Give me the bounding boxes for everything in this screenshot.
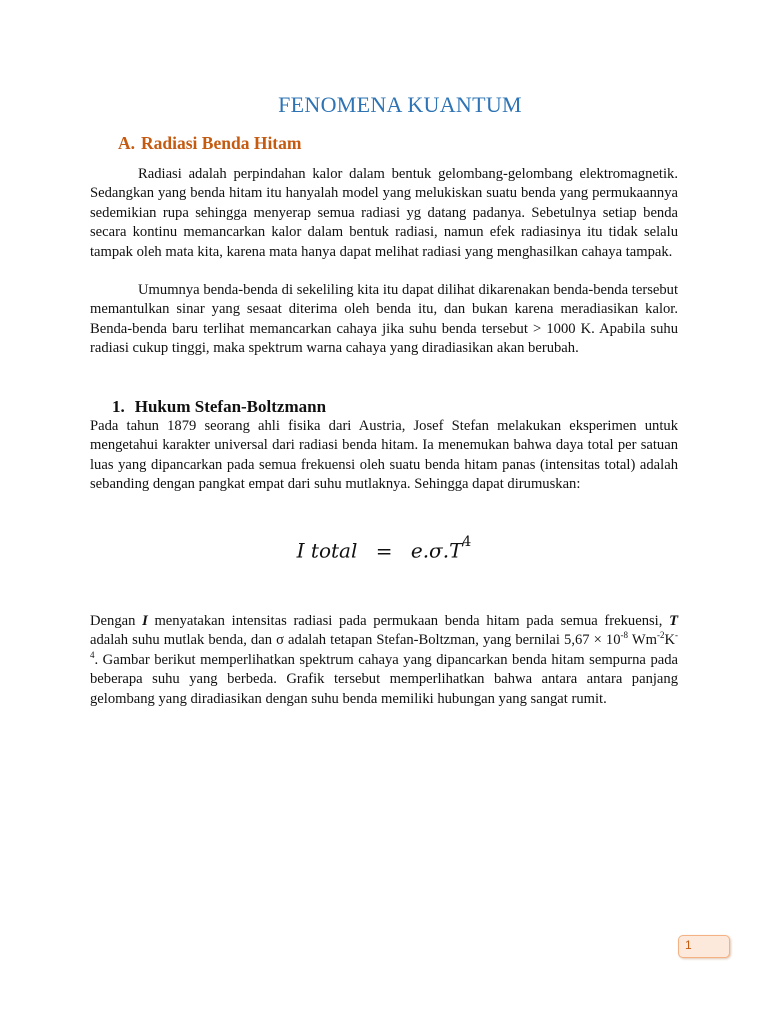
subsection-label: Hukum Stefan-Boltzmann [134,397,327,416]
formula-equals: = [375,538,393,563]
exponent: -8 [620,630,629,641]
exponent: -2 [656,630,665,641]
subsection-heading-1 [112,397,326,417]
text-run: Dengan [90,613,143,629]
section-letter: A. [118,133,136,153]
text-run: adalah suhu mutlak benda, dan σ adalah tetapan Stefan-Boltzman, yang bernilai 5,67 × 10 [90,632,621,649]
text-run: . Gambar berikut memperlihatkan spektrum cahaya yang dipancarkan benda hitam sempurna pada beberapa suhu yang berbeda. Grafik tersebut memperlihatkan bahwa antara antara panjang gelombang yang diradiasikan dengan suhu benda memiliki hubungan yang sangat rumit. [90,651,678,707]
paragraph-benda [90,281,678,359]
paragraph-text: Radiasi adalah perpindahan kalor dalam bentuk gelombang-gelombang elektromagnetik. Sedangkan yang benda hitam itu hanyalah model yang melukiskan suatu benda yang permukaannya sedemikian rupa sehingga menyerap semua radiasi yg datang padanya. Sebetulnya setiap benda secara kontinu memancarkan kalor dalam bentuk radiasi, namun efek radiasinya itu tidak selalu tampak oleh mata kita, karena mata hanya dapat melihat radiasi yang menghasilkan cahaya tampak. [90,166,678,260]
paragraph-radiasi [90,165,678,262]
symbol-i: I [142,613,148,629]
formula-stefan-boltzmann [0,534,768,563]
formula-rhs: e.σ.T [410,538,463,563]
section-heading-a [118,133,301,154]
formula-exponent: 4 [462,534,472,550]
paragraph-stefan: Pada tahun 1879 seorang ahli fisika dari Austria, Josef Stefan melakukan eksperimen untuk mengetahui karakter universal dari radiasi benda hitam. Ia menemukan bahwa daya total per satuan luas yang dipancarkan pada semua frekuensi oleh suatu benda hitam panas (intensitas total) adalah sebanding dengan pangkat empat dari suhu mutlaknya. Sehingga dapat dirumuskan: [90,418,678,493]
formula-lhs: I total [296,538,358,563]
paragraph-intensitas [90,612,678,709]
paragraph-text: Umumnya benda-benda di sekeliling kita itu dapat dilihat dikarenakan benda-benda tersebut memantulkan sinar yang sesaat diterima oleh benda itu, dan bukan karena meradiasikan kalor. Benda-benda baru terlihat memancarkan cahaya jika suhu benda tersebut > 1000 K. Apabila suhu radiasi cukup tinggi, maka spektrum warna cahaya yang diradiasikan akan berubah. [90,282,678,357]
section-label: Radiasi Benda Hitam [141,133,302,153]
text-run: menyatakan intensitas radiasi pada permukaan benda hitam pada semua frekuensi, [147,613,670,629]
page-number: 1 [685,938,692,952]
subsection-number: 1. [112,397,125,416]
text-run: K [664,632,675,649]
page-title: FENOMENA KUANTUM [278,92,522,117]
exponent: -4 [90,630,678,660]
text-run: Wm [628,632,657,649]
symbol-t: T [669,613,678,629]
page-number-badge [678,935,730,958]
